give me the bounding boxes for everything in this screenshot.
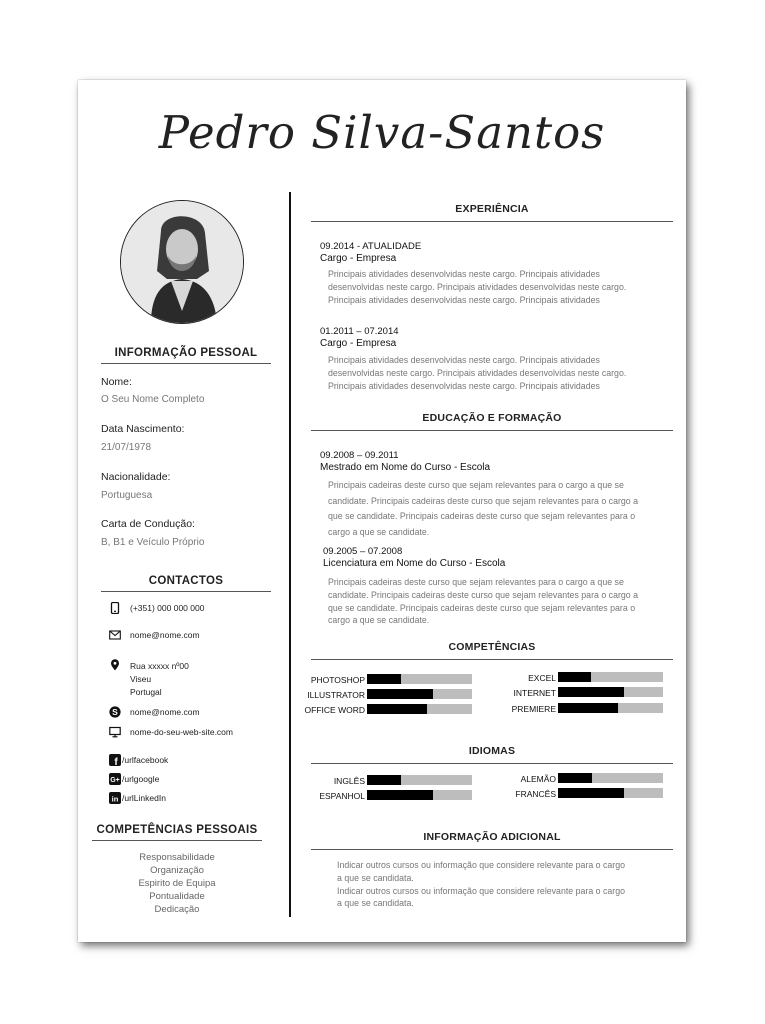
desc-line: a que se candidata. — [337, 872, 414, 883]
desc-line: Principais atividades desenvolvidas neste cargo. Principais atividades — [328, 294, 600, 305]
language-label: FRANCÊS — [515, 789, 556, 799]
monitor-icon — [109, 726, 121, 738]
skill-label: ILLUSTRATOR — [307, 690, 365, 700]
skill-label: PHOTOSHOP — [310, 675, 365, 685]
linkedin-text: /urlLinkedIn — [122, 793, 166, 803]
google-plus-icon — [109, 773, 121, 785]
desc-line: desenvolvidas neste cargo. Principais atividades desenvolvidas neste cargo. — [328, 281, 627, 292]
language-label: ALEMÃO — [520, 774, 556, 784]
desc-line: que se candidate. Principais cadeiras deste curso que sejam relevantes para o — [328, 511, 636, 521]
language-bar-fill — [558, 773, 592, 783]
desc-line: Principais atividades desenvolvidas neste cargo. Principais atividades — [328, 380, 600, 391]
svg-text:S: S — [112, 707, 118, 717]
desc-line: Principais cadeiras deste curso que sejam relevantes para o cargo a que se — [328, 577, 624, 587]
facebook-text: /urlfacebook — [122, 755, 169, 765]
column-divider — [289, 192, 291, 917]
location-icon — [109, 659, 121, 671]
soft-skills-rule — [92, 840, 262, 841]
education-degree: Licenciatura em Nome do Curso - Escola — [323, 558, 506, 569]
language-bar-fill — [558, 788, 624, 798]
desc-line: Principais atividades desenvolvidas neste cargo. Principais atividades — [328, 269, 600, 279]
skype-text: nome@nome.com — [130, 707, 200, 717]
facebook-icon — [109, 754, 121, 766]
languages-heading: IDIOMAS — [468, 745, 516, 757]
skill-label: PREMIERE — [511, 704, 556, 714]
skill-bar-fill — [558, 703, 618, 713]
experience-heading: EXPERIÊNCIA — [455, 203, 529, 215]
cv-page — [78, 80, 686, 942]
education-degree: Mestrado em Nome do Curso - Escola — [320, 462, 491, 473]
additional-info-rule — [311, 849, 673, 850]
svg-text:f: f — [114, 757, 118, 766]
desc-line: cargo a que se candidate. — [328, 615, 430, 626]
experience-rule — [311, 221, 673, 222]
soft-skill-item: Organização — [150, 865, 204, 876]
skill-bar-fill — [558, 687, 624, 697]
education-rule — [311, 430, 673, 431]
experience-role: Cargo - Empresa — [320, 253, 397, 264]
language-bar — [367, 790, 472, 800]
address-line-3: Portugal — [130, 687, 162, 697]
additional-info-text — [337, 859, 625, 910]
education-date: 09.2005 – 07.2008 — [323, 546, 403, 557]
skills-heading: COMPETÊNCIAS — [448, 641, 536, 653]
soft-skill-item: Pontualidade — [149, 891, 205, 902]
experience-date: 01.2011 – 07.2014 — [320, 326, 399, 337]
skill-bar-fill — [367, 674, 401, 684]
language-bar-fill — [367, 775, 401, 785]
svg-text:in: in — [111, 794, 119, 804]
experience-date: 09.2014 - ATUALIDADE — [320, 241, 422, 252]
contacts-heading: CONTACTOS — [148, 575, 224, 587]
personal-info-heading: INFORMAÇÃO PESSOAL — [114, 347, 258, 359]
nationality-value: Portuguesa — [101, 490, 153, 501]
soft-skill-item: Espirito de Equipa — [138, 878, 216, 889]
skill-bar — [367, 689, 472, 699]
svg-text:G+: G+ — [110, 777, 120, 784]
language-bar — [558, 788, 663, 798]
language-bar-fill — [367, 790, 433, 800]
name-value: O Seu Nome Completo — [101, 394, 205, 405]
license-value: B, B1 e Veículo Próprio — [101, 537, 205, 548]
google-text: /urlgoogle — [122, 774, 160, 784]
email-icon — [109, 629, 121, 641]
language-bar — [367, 775, 472, 785]
phone-text: (+351) 000 000 000 — [130, 603, 205, 613]
skill-label: INTERNET — [513, 688, 556, 698]
license-label: Carta de Condução: — [101, 518, 195, 530]
skill-bar-fill — [558, 672, 591, 682]
personal-info-rule — [101, 363, 271, 364]
address-line-1: Rua xxxxx nº00 — [130, 661, 189, 671]
experience-description — [328, 354, 626, 392]
email-text: nome@nome.com — [130, 630, 200, 640]
desc-line: que se candidate. Principais cadeiras deste curso que sejam relevantes para o — [328, 602, 636, 613]
education-date: 09.2008 – 09.2011 — [320, 450, 399, 461]
additional-info-heading: INFORMAÇÃO ADICIONAL — [423, 831, 561, 843]
phone-icon — [109, 602, 121, 614]
experience-role: Cargo - Empresa — [320, 338, 397, 349]
language-label: ESPANHOL — [319, 791, 365, 801]
language-bar — [558, 773, 663, 783]
skill-bar-fill — [367, 704, 427, 714]
birthdate-label: Data Nascimento: — [101, 423, 185, 435]
name-label: Nome: — [101, 376, 132, 388]
skype-icon — [109, 706, 121, 718]
skill-bar — [367, 704, 472, 714]
skill-bar — [558, 687, 663, 697]
desc-line: Indicar outros cursos ou informação que considere relevante para o cargo — [337, 860, 626, 870]
skill-label: OFFICE WORD — [304, 705, 365, 715]
education-description — [328, 478, 638, 540]
address-line-2: Viseu — [130, 674, 152, 684]
skill-bar — [367, 674, 472, 684]
desc-line: candidate. Principais cadeiras deste curso que sejam relevantes para o cargo a — [328, 495, 639, 506]
experience-description — [328, 268, 626, 306]
skills-rule — [311, 659, 673, 660]
cv-name: Pedro Silva-Santos — [158, 106, 606, 159]
education-description — [328, 576, 638, 627]
desc-line: a que se candidata. — [337, 898, 414, 909]
skill-bar-fill — [367, 689, 433, 699]
contacts-rule — [101, 591, 271, 592]
linkedin-icon — [109, 792, 121, 804]
desc-line: Principais cadeiras deste curso que sejam relevantes para o cargo a que se — [328, 480, 624, 490]
skill-bar — [558, 703, 663, 713]
desc-line: desenvolvidas neste cargo. Principais atividades desenvolvidas neste cargo. — [328, 367, 627, 378]
soft-skill-item: Dedicação — [154, 904, 200, 915]
skill-label: EXCEL — [528, 673, 556, 683]
soft-skills-heading: COMPETÊNCIAS PESSOAIS — [96, 824, 258, 836]
website-text: nome-do-seu-web-site.com — [130, 727, 233, 737]
soft-skills-list — [92, 851, 262, 916]
education-heading: EDUCAÇÃO E FORMAÇÃO — [422, 412, 562, 424]
nationality-label: Nacionalidade: — [101, 471, 171, 483]
language-label: INGLÊS — [333, 776, 365, 786]
soft-skill-item: Responsabilidade — [139, 852, 215, 863]
desc-line: Indicar outros cursos ou informação que considere relevante para o cargo — [337, 885, 626, 896]
birthdate-value: 21/07/1978 — [101, 442, 152, 453]
desc-line: cargo a que se candidate. — [328, 526, 430, 537]
languages-rule — [311, 763, 673, 764]
profile-photo — [120, 200, 244, 324]
skill-bar — [558, 672, 663, 682]
desc-line: candidate. Principais cadeiras deste curso que sejam relevantes para o cargo a — [328, 589, 639, 600]
desc-line: Principais atividades desenvolvidas neste cargo. Principais atividades — [328, 355, 600, 365]
